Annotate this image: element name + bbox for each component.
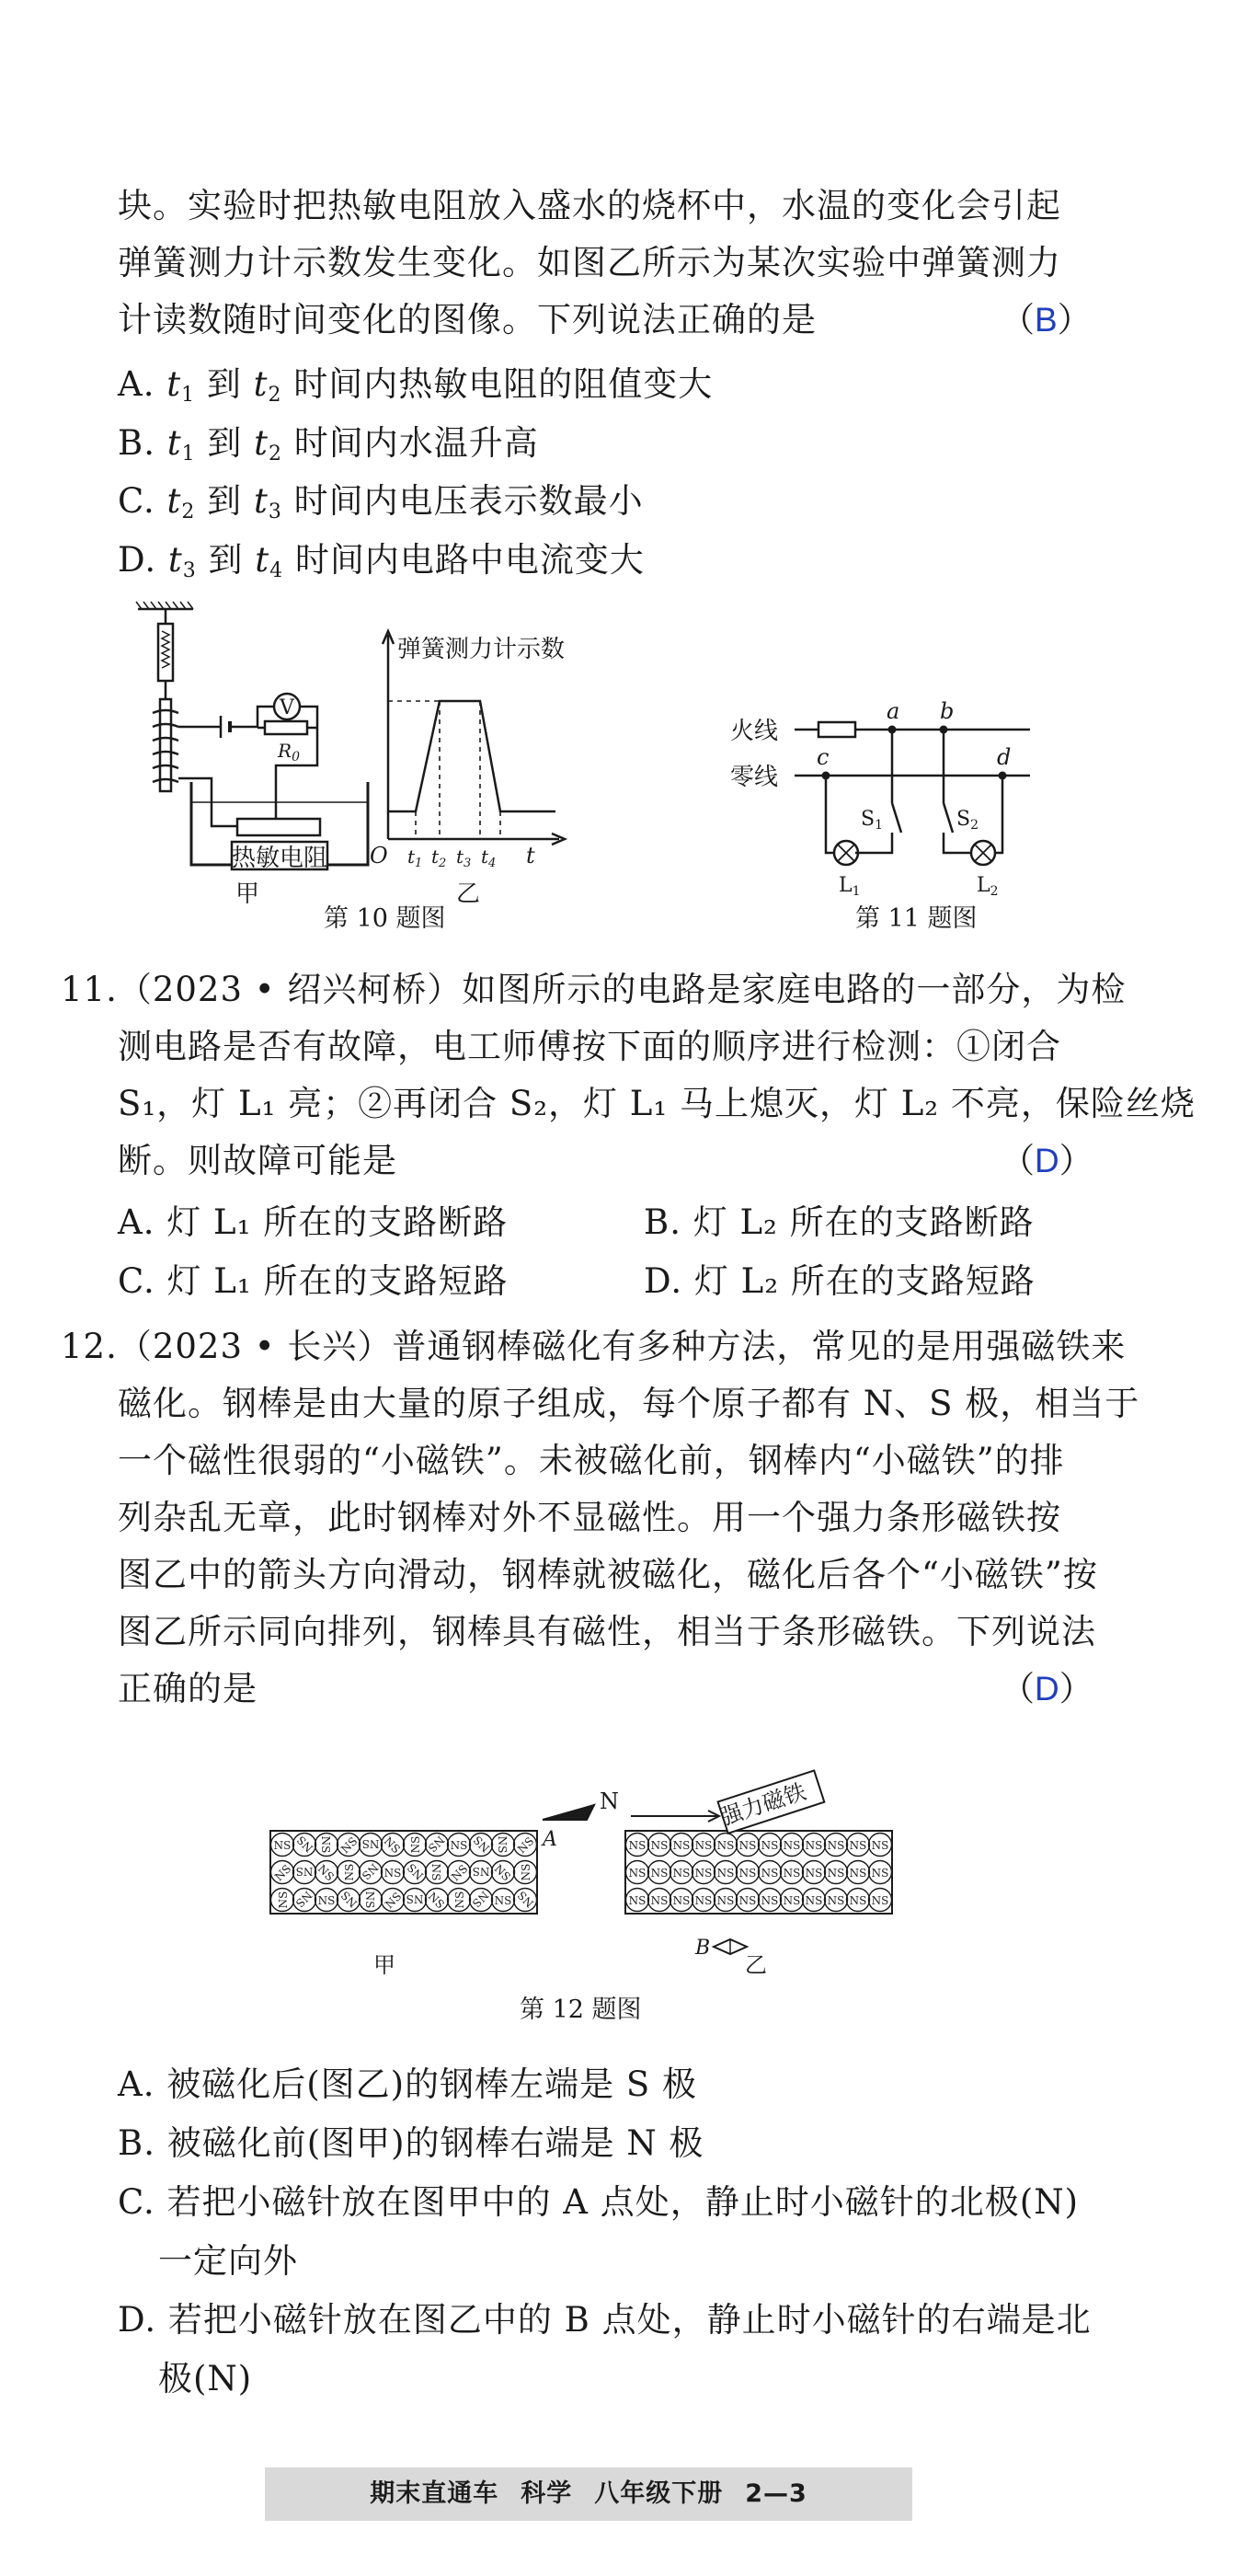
atom-magnet-label: NS [805,1894,823,1907]
atom-magnet-label: NS [405,1860,427,1882]
atom-magnet-label: NS [738,1894,757,1907]
fuse [818,722,855,737]
footer-page: 2—3 [745,2479,807,2508]
fig10-part-b: 乙 [456,880,481,908]
q12-option-d: D. 若把小磁针放在图乙中的 B 点处，静止时小磁针的右端是北 [118,2300,1092,2340]
atom-magnet-label: NS [381,1834,403,1857]
q10-option-d: D. $t_3$ 到 $t_4$ 时间内电路中电流变大 [118,540,645,582]
node-a: a [887,698,900,724]
atom-magnet-label: NS [650,1867,669,1880]
q12-line-2: 磁化。钢棒是由大量的原子组成，每个原子都有 N、S 极，相当于 [118,1384,1140,1423]
atom-magnet-label: NS [361,1837,380,1850]
atom-magnet-label: NS [738,1867,757,1880]
atom-magnet-label: NS [871,1839,889,1852]
atom-magnet-label: NS [472,1865,490,1878]
atom-magnet-label: NS [425,1833,447,1855]
atom-magnet-label: NS [628,1867,647,1880]
live-wire-label: 火线 [730,718,779,745]
atom-magnet-label: NS [672,1839,691,1852]
node-d: d [997,744,1012,770]
graph-ylabel: 弹簧测力计示数 [397,636,566,663]
q12-option-d-cont: 极(N) [158,2359,253,2398]
atom-magnet-label: NS [319,1835,332,1854]
q10-option-b: B. $t_1$ 到 $t_2$ 时间内水温升高 [118,423,539,466]
q10-caption: 第 10 题图 [324,904,446,933]
q12-number: 12. [61,1327,118,1366]
atom-magnet-label: NS [761,1839,779,1852]
q12-answer: （D） [1001,1669,1093,1708]
atom-magnet-label: NS [783,1867,801,1880]
q11-answer: （D） [1001,1141,1093,1180]
footer-grade: 八年级下册 [594,2479,724,2508]
q12-option-a: A. 被磁化后(图乙)的钢棒左端是 S 极 [118,2064,697,2104]
atom-magnet-label: NS [805,1839,823,1852]
atom-magnet-label: NS [491,1862,513,1884]
atom-magnet-label: NS [628,1894,647,1907]
footer-book: 期末直通车 [370,2479,499,2508]
fig12-part-b: 乙 [745,1952,767,1978]
atom-magnet-label: NS [383,1867,402,1880]
resistor-r0 [265,721,307,734]
atom-magnet-label: NS [469,1888,491,1910]
atom-magnet-label: NS [871,1867,889,1880]
q10-line-2: 弹簧测力计示数发生变化。如图乙所示为某次实验中弹簧测力 [118,243,1061,282]
graph-curve [388,701,555,811]
atom-magnet-label: NS [317,1894,336,1907]
atom-magnet-label: NS [450,1839,468,1852]
atom-magnet-label: NS [359,1860,381,1882]
rod-after-cells [626,1834,892,1912]
q12-option-c: C. 若把小磁针放在图甲中的 A 点处，静止时小磁针的北极(N) [118,2182,1080,2222]
needle-at-a [543,1805,594,1820]
s2-label: S2 [956,808,979,833]
q10-line-1: 块。实验时把热敏电阻放入盛水的烧杯中，水温的变化会引起 [118,186,1061,225]
atom-magnet-label: NS [783,1839,801,1852]
q12-figure [267,1766,929,1987]
voltmeter-label: V [280,696,294,719]
q11-line-3: S₁，灯 L₁ 亮；②再闭合 S₂，灯 L₁ 马上熄灭，灯 L₂ 不亮，保险丝烧 [118,1084,1196,1123]
atom-magnet-label: NS [315,1862,337,1884]
switch-s1 [892,803,901,833]
q11-option-b: B. 灯 L₂ 所在的支路断路 [644,1202,1035,1242]
s1-label: S1 [861,808,883,833]
atom-magnet-label: NS [827,1894,845,1907]
tick-t2: $t_2$ [431,845,447,870]
q11-figure [727,695,1058,906]
atom-magnet-label: NS [694,1867,713,1880]
tick-t3: $t_3$ [456,845,472,870]
tick-t4: $t_4$ [481,845,497,870]
q12-answer-letter: D [1035,1670,1059,1708]
q12-line-1: 12.（2023 • 长兴）普通钢棒磁化有多种方法，常见的是用强磁铁来 [61,1327,1127,1366]
atom-magnet-label: NS [849,1867,867,1880]
q11-answer-letter: D [1035,1142,1059,1179]
page-footer [265,2467,912,2521]
atom-magnet-label: NS [515,1888,537,1910]
q10-answer-letter: B [1035,301,1058,339]
atom-magnet-label: NS [694,1839,713,1852]
atom-magnet-label: NS [520,1863,532,1881]
q11-option-c: C. 灯 L₁ 所在的支路短路 [118,1261,509,1301]
atom-magnet-label: NS [453,1891,466,1909]
atom-magnet-label: NS [449,1862,471,1884]
q11-option-a: A. 灯 L₁ 所在的支路断路 [118,1202,509,1242]
atom-magnet-label: NS [716,1867,735,1880]
fig12-part-a: 甲 [373,1952,395,1978]
q10-line-3: 计读数随时间变化的图像。下列说法正确的是 [118,300,817,339]
rod-before-cells [271,1834,537,1912]
atom-magnet-label: NS [338,1888,361,1910]
atom-magnet-label: NS [827,1867,845,1880]
q12-option-c-cont: 一定向外 [158,2241,298,2281]
atom-magnet-label: NS [716,1894,735,1907]
thermistor-label: 热敏电阻 [231,845,328,872]
q11-line-2: 测电路是否有故障，电工师傅按下面的顺序进行检测：①闭合 [118,1027,1061,1066]
point-a-label: A [543,1828,557,1851]
atom-magnet-label: NS [716,1839,735,1852]
q11-caption: 第 11 题图 [855,904,978,933]
atom-magnet-label: NS [827,1839,845,1852]
q12-line-5: 图乙中的箭头方向滑动，钢棒就被磁化，磁化后各个“小磁铁”按 [118,1555,1098,1594]
atom-magnet-label: NS [273,1839,292,1852]
atom-magnet-label: NS [383,1890,405,1912]
atom-magnet-label: NS [343,1863,356,1881]
q10-answer: （B） [1001,300,1092,339]
atom-magnet-label: NS [494,1894,512,1907]
footer-subject: 科学 [521,2479,573,2508]
q12-line-3: 一个磁性很弱的“小磁铁”。未被磁化前，钢棒内“小磁铁”的排 [118,1441,1065,1480]
q12-source: （2023 • 长兴） [117,1327,393,1366]
node-b: b [940,698,955,724]
atom-magnet-label: NS [672,1894,691,1907]
atom-magnet-label: NS [761,1894,779,1907]
q11-line-4: 断。则故障可能是 [118,1141,397,1180]
thermistor [237,819,320,835]
pole-n-label: N [600,1788,619,1814]
atom-magnet-label: NS [295,1865,314,1878]
q12-line-4: 列杂乱无章，此时钢棒对外不显磁性。用一个强力条形磁铁按 [118,1498,1061,1537]
l2-label: L2 [977,874,999,899]
iron-core [160,699,171,791]
q10-option-a: A. $t_1$ 到 $t_2$ 时间内热敏电阻的阻值变大 [118,364,714,407]
q11-line-1: 11.（2023 • 绍兴柯桥）如图所示的电路是家庭电路的一部分，为检 [61,970,1127,1009]
atom-magnet-label: NS [292,1888,315,1910]
atom-magnet-label: NS [363,1891,376,1909]
atom-magnet-label: NS [496,1835,509,1854]
q12-line-6: 图乙所示同向排列，钢棒具有磁性，相当于条形磁铁。下列说法 [118,1612,1096,1651]
node-c: c [817,744,830,770]
graph-origin: O [370,843,388,868]
atom-magnet-label: NS [406,1892,424,1905]
atom-magnet-label: NS [650,1894,669,1907]
atom-magnet-label: NS [277,1891,290,1909]
atom-magnet-label: NS [425,1890,447,1912]
fig10-part-a: 甲 [235,880,260,908]
atom-magnet-label: NS [783,1894,801,1907]
atom-magnet-label: NS [338,1834,361,1857]
neutral-wire-label: 零线 [730,764,779,791]
atom-magnet-label: NS [805,1867,823,1880]
atom-magnet-label: NS [761,1867,779,1880]
atom-magnet-label: NS [471,1833,493,1855]
atom-magnet-label: NS [849,1894,867,1907]
tick-t1: $t_1$ [407,845,423,870]
q11-number: 11. [61,970,118,1009]
atom-magnet-label: NS [515,1834,537,1857]
graph-xlabel: t [526,843,535,868]
atom-magnet-label: NS [849,1839,867,1852]
atom-magnet-label: NS [650,1839,669,1852]
atom-magnet-label: NS [672,1867,691,1880]
point-b-label: B [695,1937,711,1960]
q12-caption: 第 12 题图 [520,1995,642,2024]
atom-magnet-label: NS [429,1863,442,1881]
atom-magnet-label: NS [409,1835,422,1854]
q10-figure [120,598,635,911]
q12-line-7: 正确的是 [118,1669,258,1708]
l1-label: L1 [839,874,861,899]
atom-magnet-label: NS [738,1839,757,1852]
r0-label: $R_0$ [278,740,300,765]
switch-s2 [944,803,953,833]
q11-source: （2023 • 绍兴柯桥） [117,970,463,1009]
q10-option-c: C. $t_2$ 到 $t_3$ 时间内电压表示数最小 [118,481,644,523]
q12-option-b: B. 被磁化前(图甲)的钢棒右端是 N 极 [118,2123,704,2163]
atom-magnet-label: NS [294,1833,316,1855]
q11-option-d: D. 灯 L₂ 所在的支路短路 [644,1261,1036,1301]
atom-magnet-label: NS [871,1894,889,1907]
atom-magnet-label: NS [272,1862,294,1884]
strong-magnet-label: 强力磁铁 [716,1778,809,1831]
atom-magnet-label: NS [628,1839,647,1852]
atom-magnet-label: NS [694,1894,713,1907]
